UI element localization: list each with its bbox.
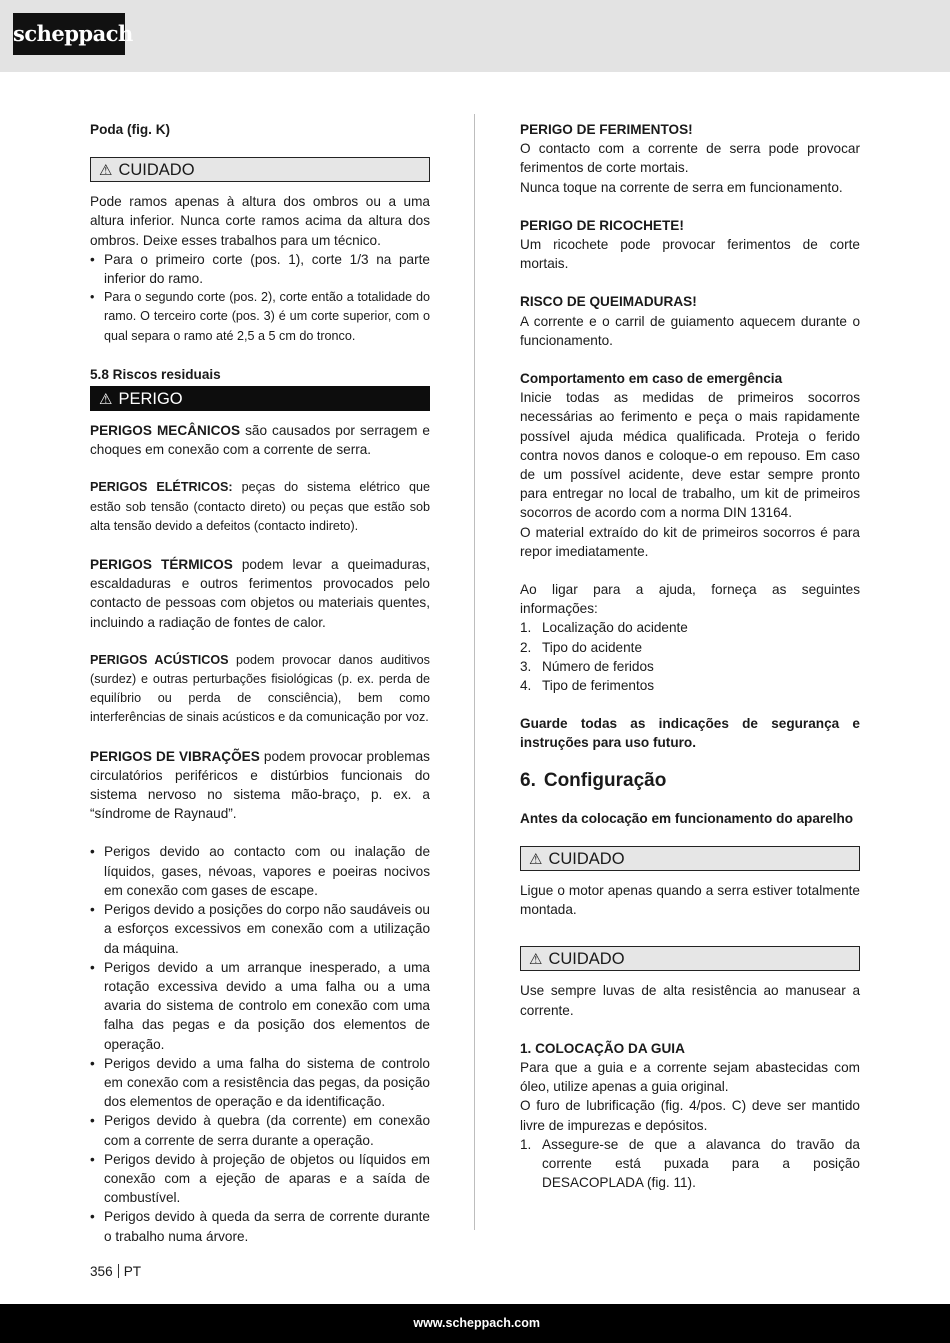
danger-label: PERIGO [118,390,183,409]
kickback-text: Um ricochete pode provocar ferimentos de corte mortais. [520,237,860,272]
injury-danger-title: PERIGO DE FERIMENTOS! [520,122,693,137]
warning-triangle-icon: ⚠ [529,951,543,969]
list-item: • Perigos devido a uma falha do sistema de controlo em conexão com a resistência das pegas, da posição dos elementos de operação e da identificação. [90,1054,430,1112]
website-url: www.scheppach.com [413,1316,540,1330]
page-number: 356 PT [90,1264,142,1279]
section-heading: 6. Configuração [520,769,667,791]
warning-triangle-icon: ⚠ [99,391,113,409]
call-intro: Ao ligar para a ajuda, forneça as seguintes informações: [520,582,860,617]
injury-text: Nunca toque na corrente de serra em funcionamento. [520,179,843,195]
guide-text: O furo de lubrificação (fig. 4/pos. C) deve ser mantido livre de impurezas e depósitos. [520,1098,860,1133]
thermal-hazards: PERIGOS TÉRMICOS podem levar a queimaduras, escaldaduras e outros ferimentos provocados pelo contacto de pessoas com objetos ou materiais quentes, incluindo a radiação de fontes de calor. [90,557,431,630]
emergency-text: O material extraído do kit de primeiros socorros é para repor imediatamente. [520,524,860,559]
list-item: 1. Localização do acidente [520,620,688,636]
burn-risk-title: RISCO DE QUEIMADURAS! [520,294,697,310]
caution-box [520,846,860,871]
electrical-hazards: PERIGOS ELÉTRICOS: peças do sistema elétrico que estão sob tensão (contacto direto) ou peças que estão sob alta tensão devido a defeitos (contacto indireto). [90,480,430,533]
before-operation-title: Antes da colocação em funcionamento do aparelho [520,810,854,826]
caution-box [520,946,860,971]
emergency-title: Comportamento em caso de emergência [520,371,783,387]
left-column [90,120,430,1246]
mechanical-hazards: PERIGOS MECÂNICOS são causados por serragem e choques em conexão com a corrente de serra. [90,423,430,458]
poda-title: Poda (fig. K) [90,122,171,137]
emergency-text: Inicie todas as medidas de primeiros socorros necessárias ao ferimento e peça o mais rapidamente possível ajuda médica qualificada. Proteja o ferido contra novos danos e coloque-o em repouso. Em caso de um possível acidente, deve estar sempre pronto para entregar no local de trabalho, um kit de primeiros socorros de acordo com a norma DIN 13164. [520,390,860,521]
list-item: • Perigos devido ao contacto com ou inalação de líquidos, gases, névoas, vapores e poeiras nocivos em conexão com gases de escape. [90,842,430,900]
list-item: 2. Tipo do acidente [520,639,643,655]
list-item: • Perigos devido a um arranque inesperado, a uma rotação excessiva devido a uma falha ou a uma avaria do sistema de controlo em conexão com uma falha das pegas e da posição dos elementos de operação. [90,958,430,1054]
burn-text: A corrente e o carril de guiamento aquecem durante o funcionamento. [520,313,860,348]
caution-label: CUIDADO [548,849,625,868]
caution-text: Use sempre luvas de alta resistência ao manusear a corrente. [520,983,860,1018]
guide-text: Para que a guia e a corrente sejam abastecidas com óleo, utilize apenas a guia original. [520,1059,860,1095]
poda-text: Pode ramos apenas à altura dos ombros ou a uma altura inferior. Nunca corte ramos acima da altura dos ombros. Deixe esses trabalhos para um técnico. [90,194,430,248]
caution-label: CUIDADO [548,950,625,969]
list-item: • Perigos devido à queda da serra de corrente durante o trabalho numa árvore. [90,1207,430,1245]
danger-box [90,386,430,411]
caution-label: CUIDADO [118,161,195,180]
list-item: 1. Assegure-se de que a alavanca do travão da corrente está puxada para a posição DESACOPLADA (fig. 11). [520,1136,860,1191]
injury-text: O contacto com a corrente de serra pode provocar ferimentos de corte mortais. [520,141,860,176]
list-item: • Perigos devido à projeção de objetos ou líquidos em conexão com a ejeção de aparas e a saída de combustível. [90,1150,430,1208]
list-item: • Perigos devido a posições do corpo não saudáveis ou a esforços excessivos em conexão com a utilização da máquina. [90,900,430,958]
hazard-bullet-list [90,842,430,1245]
column-divider [474,114,475,1230]
list-item: 3. Número de feridos [520,658,654,674]
kickback-danger-title: PERIGO DE RICOCHETE! [520,217,684,233]
residual-risks-title: 5.8 Riscos residuais [90,366,221,382]
list-item: • Para o segundo corte (pos. 2), corte então a totalidade do ramo. O terceiro corte (pos. 3) é um corte superior, com o qual separa o ramo até 2,5 a 5 cm do tronco. [90,288,430,346]
warning-triangle-icon: ⚠ [99,162,113,180]
vibration-hazards: PERIGOS DE VIBRAÇÕES podem provocar problemas circulatórios periféricos e distúrbios funcionais do sistema nervoso no sistema mão-braço, p. ex. a “síndrome de Raynaud”. [90,748,430,822]
scheppach-logo: scheppach [13,13,125,55]
caution-text: Ligue o motor apenas quando a serra estiver totalmente montada. [520,882,860,918]
warning-triangle-icon: ⚠ [529,850,543,868]
page-header [0,0,950,72]
page-footer [0,1304,950,1343]
guide-title: 1. COLOCAÇÃO DA GUIA [520,1040,685,1056]
right-column [520,120,860,1192]
list-item: 4. Tipo de ferimentos [520,678,655,694]
caution-box [90,157,430,182]
keep-instructions-text: Guarde todas as indicações de segurança e instruções para uso futuro. [520,716,860,751]
guide-steps [520,1135,860,1193]
acoustic-hazards: PERIGOS ACÚSTICOS podem provocar danos auditivos (surdez) e outras perturbações fisiológicas (p. ex. perda de equilíbrio ou perda de consciência), bem como interferências de sinais acústicos e da comunicação por voz. [90,652,430,725]
poda-bullet-list [90,250,430,346]
call-info-list [520,618,860,695]
list-item: • Perigos devido à quebra (da corrente) em conexão com a corrente de serra durante a operação. [90,1111,430,1149]
list-item: • Para o primeiro corte (pos. 1), corte 1/3 na parte inferior do ramo. [90,250,430,288]
